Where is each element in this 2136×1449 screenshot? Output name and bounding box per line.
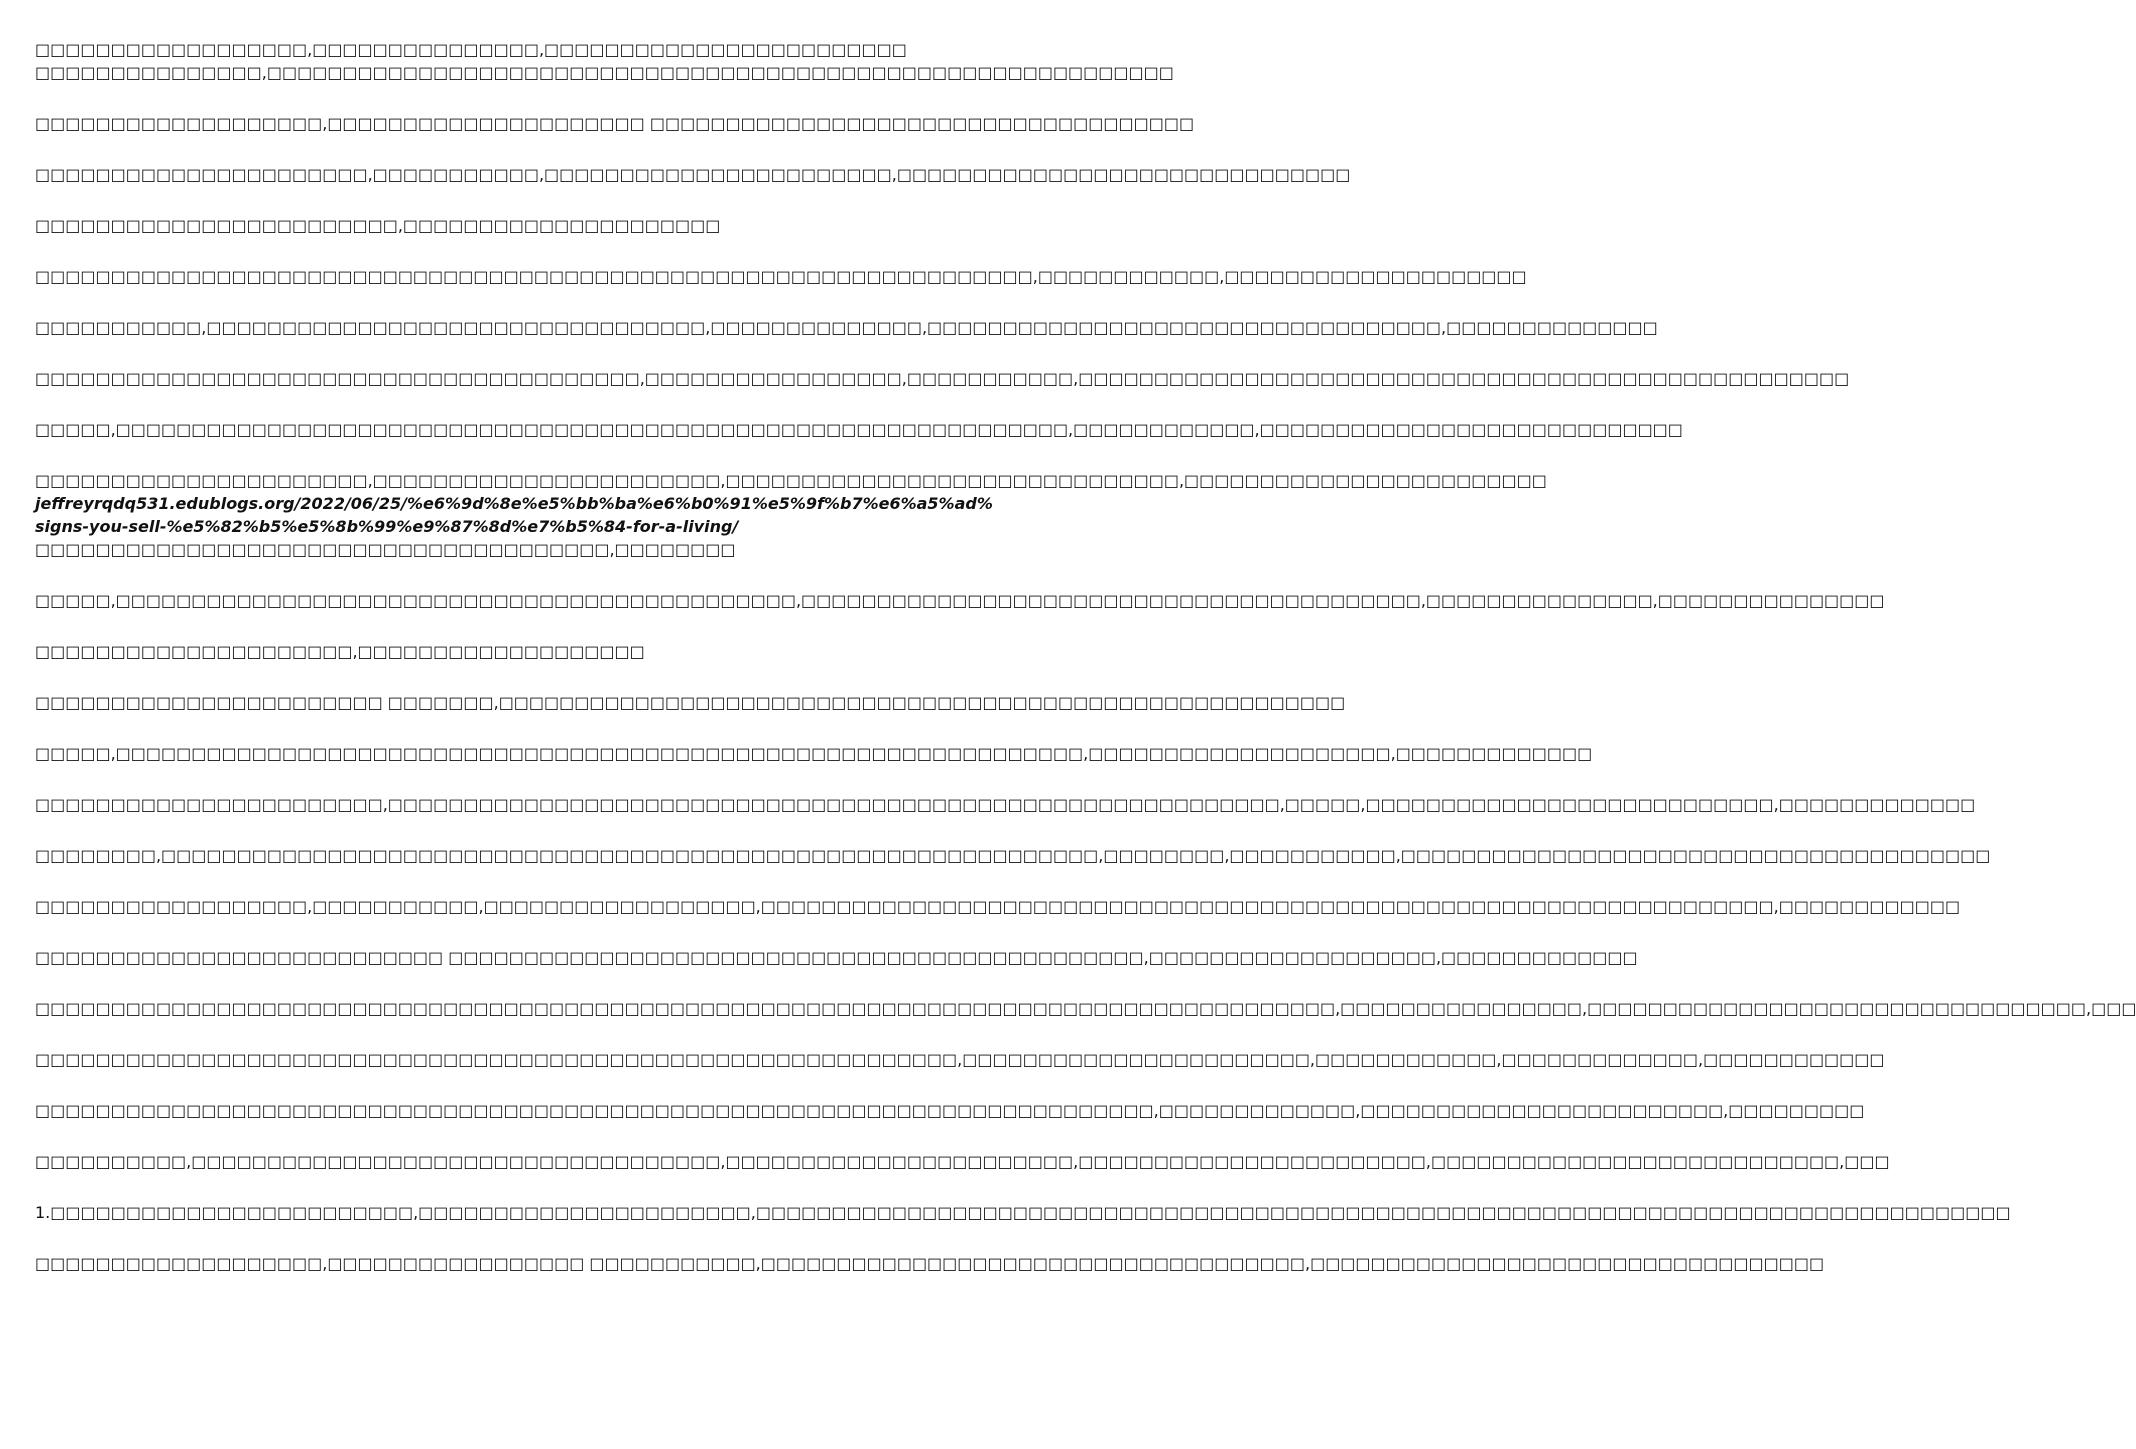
text-line: □□□□□□□□□□□□□□□□□□□□□□□□□□□□□□□□□□□□□□□□□□□□□□□□□□□□□□□□□□□□□,□□□□□□□□□□□□□□□□□□□□□□□,□□□□□□□□□□□□,□□□□□□□□□□□□□,□□□□□□□□□□□□ bbox=[35, 1050, 1885, 1069]
text-line: □□□□□□□□□□□□□□□□□□□□□□□□□□□□□□□□□□□□□□□□□□□□□□□□□□□□□□□□□□□□□□□□□□□□□□□□□□,□□□□□□□□□□□□□,□□□□□□□□□□□□□□□□□□□□□□□□,□□□□□□□□□ bbox=[35, 1101, 1865, 1120]
text-line: 1.□□□□□□□□□□□□□□□□□□□□□□□□,□□□□□□□□□□□□□□□□□□□□□□,□□□□□□□□□□□□□□□□□□□□□□□□□□□□□□□□□□□□□□□□□□□□□□□□□□□□□□□□□□□□□□□□□□□□□□□□□□□□□□□□□□□ bbox=[35, 1203, 2011, 1222]
paragraph-18 bbox=[35, 997, 2136, 1020]
text-line: □□□□□,□□□□□□□□□□□□□□□□□□□□□□□□□□□□□□□□□□□□□□□□□□□□□□□□□□□□□□□□□□□□□□□,□□□□□□□□□□□□,□□□□□□□□□□□□□□□□□□□□□□□□□□□□ bbox=[35, 420, 1683, 439]
text-line: □□□□□□□□□□□□□□□□□□□□□□□□□□□□□□□□□□□□□□□□,□□□□□□□□□□□□□□□□□,□□□□□□□□□□□,□□□□□□□□□□□□□□□□□□□□□□□□□□□□□□□□□□□□□□□□□□□□□□□□□□□ bbox=[35, 369, 1850, 388]
paragraph-4 bbox=[35, 214, 989, 237]
text-line: □□□□□,□□□□□□□□□□□□□□□□□□□□□□□□□□□□□□□□□□□□□□□□□□□□□□□□□□□□□□□□□□□□□□□□,□□□□□□□□□□□□□□□□□□□□,□□□□□□□□□□□□□ bbox=[35, 744, 1593, 763]
paragraph-7 bbox=[35, 367, 1850, 390]
paragraph-20 bbox=[35, 1099, 1865, 1122]
blog-link-continued[interactable]: signs-you-sell-%e5%82%b5%e5%8b%99%e9%87%8d%e7%b5%84-for-a-living/ bbox=[35, 517, 739, 536]
paragraph-12 bbox=[35, 691, 1346, 714]
paragraph-8 bbox=[35, 418, 1683, 441]
paragraph-21 bbox=[35, 1150, 1890, 1173]
paragraph-22 bbox=[35, 1201, 2011, 1224]
paragraph-9 bbox=[35, 469, 1547, 561]
text-line: □□□□□□□□□□□□□□□□□□,□□□□□□□□□□□□□□□,□□□□□□□□□□□□□□□□□□□□□□□□ bbox=[35, 40, 907, 59]
paragraph-16 bbox=[35, 895, 1961, 918]
paragraph-15 bbox=[35, 844, 1991, 867]
paragraph-14 bbox=[35, 793, 1976, 816]
paragraph-23 bbox=[35, 1252, 1825, 1275]
paragraph-3 bbox=[35, 163, 1351, 186]
paragraph-1 bbox=[35, 38, 1174, 84]
text-line: □□□□□□□□□□□□□□□□□□□□□□□□□□□□□□□□□□□□□□,□□□□□□□□ bbox=[35, 540, 736, 559]
paragraph-13 bbox=[35, 742, 1593, 765]
document-body bbox=[35, 38, 2136, 1303]
text-line: □□□□□□□□□□□□□□□□□□□□□□,□□□□□□□□□□□□□□□□□□□□□□□,□□□□□□□□□□□□□□□□□□□□□□□□□□□□□□,□□□□□□□□□□□□□□□□□□□□□□□□ bbox=[35, 471, 1547, 490]
text-line: □□□□□□□□□□□□□□□□□□□□□□□ □□□□□□□,□□□□□□□□□□□□□□□□□□□□□□□□□□□□□□□□□□□□□□□□□□□□□□□□□□□□□□□□ bbox=[35, 693, 1346, 712]
text-line: □□□□□□□□□□□□□□□□□□□□□□□□,□□□□□□□□□□□□□□□□□□□□□ bbox=[35, 216, 721, 235]
paragraph-6 bbox=[35, 316, 1658, 339]
text-line: □□□□□□□□□□□□□□□□□□□□□,□□□□□□□□□□□□□□□□□□□ bbox=[35, 642, 645, 661]
paragraph-10 bbox=[35, 589, 1885, 612]
text-line: □□□□□□□□□□□□□□□□□□□□□□□□□□□□□□□□□□□□□□□□□□□□□□□□□□□□□□□□□□□□□□□□□□,□□□□□□□□□□□□,□□□□□□□□□□□□□□□□□□□□ bbox=[35, 267, 1527, 286]
text-line: □□□□□□□□□□,□□□□□□□□□□□□□□□□□□□□□□□□□□□□□□□□□□□,□□□□□□□□□□□□□□□□□□□□□□□,□□□□□□□□□□□□□□□□□□□□□□□,□□□□□□□□□□□□□□□□□□□□□□□□□□□,□□□ bbox=[35, 1152, 1890, 1171]
paragraph-5 bbox=[35, 265, 1527, 288]
text-line: □□□□□□□□□□□□□□□,□□□□□□□□□□□□□□□□□□□□□□□□□□□□□□□□□□□□□□□□□□□□□□□□□□□□□□□□□□□□ bbox=[35, 63, 1174, 82]
paragraph-2 bbox=[35, 112, 1195, 135]
text-line: □□□□□□□□□□□□□□□□□□□□□□□,□□□□□□□□□□□□□□□□□□□□□□□□□□□□□□□□□□□□□□□□□□□□□□□□□□□□□□□□□□□,□□□□□,□□□□□□□□□□□□□□□□□□□□□□□□□□□,□□□□□□□□□□□□□ bbox=[35, 795, 1976, 814]
paragraph-19 bbox=[35, 1048, 1885, 1071]
text-line: □□□□□□□□□□□,□□□□□□□□□□□□□□□□□□□□□□□□□□□□□□□□□,□□□□□□□□□□□□□□,□□□□□□□□□□□□□□□□□□□□□□□□□□□□□□□□□□,□□□□□□□□□□□□□□ bbox=[35, 318, 1658, 337]
text-line: □□□□□□□□□□□□□□□□□□□□□□□□□□□□□□□□□□□□□□□□□□□□□□□□□□□□□□□□□□□□□□□□□□□□□□□□□□□□□□□□□□□□□□,□□□□□□□□□□□□□□□□,□□□□□□□□□□□□□□□□□□□□□□□□□□□□□□□□□,□□□ bbox=[35, 999, 2136, 1018]
text-line: □□□□□□□□□□□□□□□□□□,□□□□□□□□□□□,□□□□□□□□□□□□□□□□□□,□□□□□□□□□□□□□□□□□□□□□□□□□□□□□□□□□□□□□□□□□□□□□□□□□□□□□□□□□□□□□□□□□□□,□□□□□□□□□□□□ bbox=[35, 897, 1961, 916]
text-line: □□□□□□□□□□□□□□□□□□□,□□□□□□□□□□□□□□□□□ □□□□□□□□□□□,□□□□□□□□□□□□□□□□□□□□□□□□□□□□□□□□□□□□,□□□□□□□□□□□□□□□□□□□□□□□□□□□□□□□□□□ bbox=[35, 1254, 1825, 1273]
text-line: □□□□□□□□,□□□□□□□□□□□□□□□□□□□□□□□□□□□□□□□□□□□□□□□□□□□□□□□□□□□□□□□□□□□□□□,□□□□□□□□,□□□□□□□□□□□,□□□□□□□□□□□□□□□□□□□□□□□□□□□□□□□□□□□□□□□ bbox=[35, 846, 1991, 865]
text-line: □□□□□□□□□□□□□□□□□□□□□□,□□□□□□□□□□□,□□□□□□□□□□□□□□□□□□□□□□□,□□□□□□□□□□□□□□□□□□□□□□□□□□□□□□ bbox=[35, 165, 1351, 184]
text-line: □□□□□□□□□□□□□□□□□□□,□□□□□□□□□□□□□□□□□□□□□ □□□□□□□□□□□□□□□□□□□□□□□□□□□□□□□□□□□□ bbox=[35, 114, 1195, 133]
paragraph-17 bbox=[35, 946, 1638, 969]
text-line: □□□□□□□□□□□□□□□□□□□□□□□□□□□ □□□□□□□□□□□□□□□□□□□□□□□□□□□□□□□□□□□□□□□□□□□□□□,□□□□□□□□□□□□□□□□□□□,□□□□□□□□□□□□□ bbox=[35, 948, 1638, 967]
text-line: □□□□□,□□□□□□□□□□□□□□□□□□□□□□□□□□□□□□□□□□□□□□□□□□□□□,□□□□□□□□□□□□□□□□□□□□□□□□□□□□□□□□□□□□□□□□□,□□□□□□□□□□□□□□□,□□□□□□□□□□□□□□□ bbox=[35, 591, 1885, 610]
paragraph-11 bbox=[35, 640, 989, 663]
blog-link[interactable]: jeffreyrqdq531.edublogs.org/2022/06/25/%e6%9d%8e%e5%bb%ba%e6%b0%91%e5%9f%b7%e6%a5%ad% bbox=[35, 494, 993, 513]
